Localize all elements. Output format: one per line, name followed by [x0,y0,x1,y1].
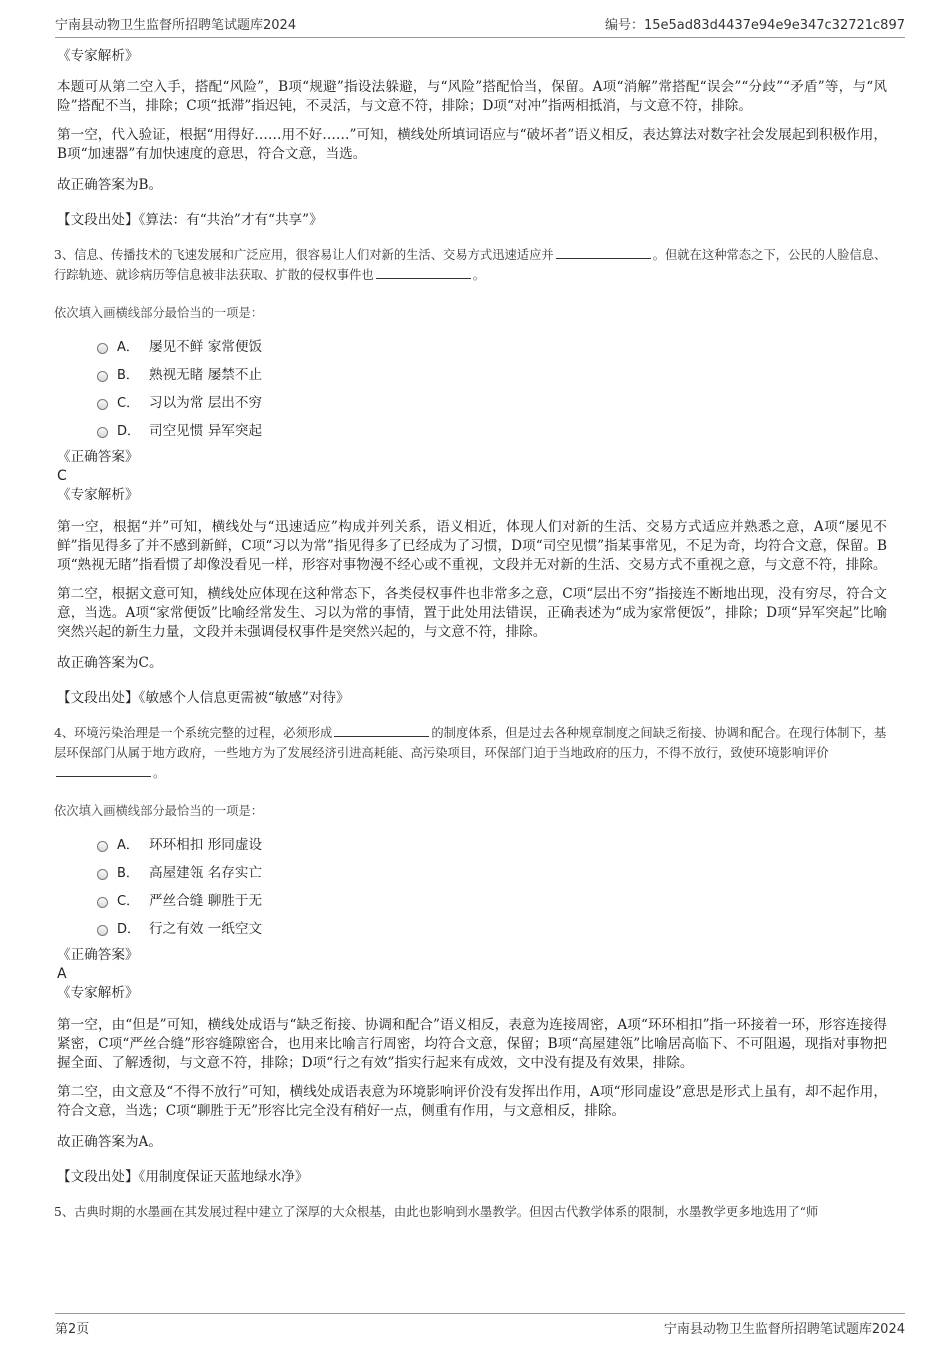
analysis-paragraph: 第二空，由文意及“不得不放行”可知，横线处成语表意为环境影响评价没有发挥出作用，A项“形同虚设”意思是形式上虽有，却不起作用，符合文意，当选；C项“聊胜于无”形容比完全没有稍好一点，侧重有作用，与文意相反，排除。 [57,1084,887,1119]
analysis-label: 《专家解析》 [57,487,139,503]
option-b[interactable]: B． 高屋建瓴 名存实亡 [97,857,887,885]
radio-icon[interactable] [97,371,108,382]
analysis-paragraph: 第一空，根据“并”可知，横线处与“迅速适应”构成并列关系，语义相近，体现人们对新的生活、交易方式适应并熟悉之意，A项“屡见不鲜”指见得多了并不感到新鲜，C项“习以为常”指见得多了已经成为了习惯，D项“司空见惯”指某事常见，不足为奇，均符合文意，保留。B项“熟视无睹”指看惯了却像没看见一样，形容对事物漫不经心或不重视，文段并无对新的生活、交易方式不重视之意，与文意不符，排除。 [57,519,887,573]
answer-conclusion: 故正确答案为B。 [57,177,163,193]
fill-blank [56,764,151,777]
page-number: 第2页 [55,1322,90,1337]
option-b[interactable]: B． 熟视无睹 屡禁不止 [97,359,887,387]
correct-answer-label: 《正确答案》 [57,947,139,963]
radio-icon[interactable] [97,925,108,936]
radio-icon[interactable] [97,343,108,354]
passage-source: 【文段出处】《用制度保证天蓝地绿水净》 [57,1169,309,1185]
question-prompt: 依次填入画横线部分最恰当的一项是： [54,804,264,818]
analysis-paragraph: 本题可从第二空入手，搭配“风险”，B项“规避”指设法躲避，与“风险”搭配恰当，保留。A项“消解”常搭配“误会”“分歧”“矛盾”等，与“风险”搭配不当，排除；C项“抵滞”指迟钝，不灵活，与文意不符，排除；D项“对冲”指两相抵消，与文意不符，排除。 [57,79,887,114]
analysis-paragraph: 第二空，根据文意可知，横线处应体现在这种常态下，各类侵权事件也非常多之意，C项“层出不穷”指接连不断地出现，没有穷尽，符合文意，当选。A项“家常便饭”比喻经常发生、习以为常的事情，置于此处用法错误，正确表述为“成为家常便饭”，排除；D项“异军突起”比喻突然兴起的新生力量，文段并未强调侵权事件是突然兴起的，与文意不符，排除。 [57,586,887,640]
analysis-label: 《专家解析》 [57,48,139,64]
correct-answer: A [57,966,67,982]
correct-answer-label: 《正确答案》 [57,449,139,465]
option-a[interactable]: A． 环环相扣 形同虚设 [97,829,887,857]
radio-icon[interactable] [97,897,108,908]
option-d[interactable]: D． 司空见惯 异军突起 [97,415,887,443]
question-5-text: 5、古典时期的水墨画在其发展过程中建立了深厚的大众根基，由此也影响到水墨教学。但因古代教学体系的限制，水墨教学更多地选用了“师 [54,1205,819,1219]
answer-conclusion: 故正确答案为A。 [57,1134,162,1150]
page-footer [55,1313,905,1337]
analysis-label: 《专家解析》 [57,985,139,1001]
option-d[interactable]: D． 行之有效 一纸空文 [97,913,887,941]
option-c[interactable]: C． 严丝合缝 聊胜于无 [97,885,887,913]
passage-source: 【文段出处】《算法：有“共治”才有“共享”》 [57,212,323,228]
correct-answer: C [57,468,67,484]
document-code: 编号：15e5ad83d4437e94e9e347c32721c897 [605,18,905,33]
radio-icon[interactable] [97,841,108,852]
fill-blank [556,246,651,259]
analysis-paragraph: 第一空，由“但是”可知，横线处成语与“缺乏衔接、协调和配合”语义相反，表意为连接周密，A项“环环相扣”指一环接着一环，形容连接得紧密，C项“严丝合缝”形容缝隙密合，也用来比喻言行周密，均符合文意，保留；B项“高屋建瓴”比喻居高临下、不可阻遏，现指对事物把握全面、了解透彻，与文意不符，排除；D项“行之有效”指实行起来有成效，文中没有提及有效果，排除。 [57,1017,887,1071]
footer-title: 宁南县动物卫生监督所招聘笔试题库2024 [663,1322,905,1337]
page-content [54,46,887,1222]
option-c[interactable]: C． 习以为常 层出不穷 [97,387,887,415]
option-list [97,829,887,941]
option-a[interactable]: A． 屡见不鲜 家常便饭 [97,331,887,359]
radio-icon[interactable] [97,427,108,438]
header-title: 宁南县动物卫生监督所招聘笔试题库2024 [55,18,297,33]
answer-conclusion: 故正确答案为C。 [57,655,163,671]
question-4-text: 4、环境污染治理是一个系统完整的过程，必须形成 的制度体系，但是过去各种规章制度之间缺乏衔接、协调和配合。在现行体制下，基层环保部门从属于地方政府，一些地方为了发展经济引进高耗能、高污染项目，环保部门迫于当地政府的压力，不得不放行，致使环境影响评价。 [54,726,887,780]
page-header [55,14,905,38]
fill-blank [334,724,429,737]
fill-blank [376,266,471,279]
radio-icon[interactable] [97,399,108,410]
passage-source: 【文段出处】《敏感个人信息更需被“敏感”对待》 [57,690,350,706]
analysis-paragraph: 第一空，代入验证，根据“用得好……用不好……”可知，横线处所填词语应与“破坏者”语义相反，表达算法对数字社会发展起到积极作用，B项“加速器”有加快速度的意思，符合文意，当选。 [57,127,887,162]
option-list [97,331,887,443]
question-prompt: 依次填入画横线部分最恰当的一项是： [54,306,264,320]
question-3-text: 3、信息、传播技术的飞速发展和广泛应用，很容易让人们对新的生活、交易方式迅速适应并 。但就在这种常态之下，公民的人脸信息、行踪轨迹、就诊病历等信息被非法获取、扩散的侵权事件也 。 [54,248,887,282]
radio-icon[interactable] [97,869,108,880]
